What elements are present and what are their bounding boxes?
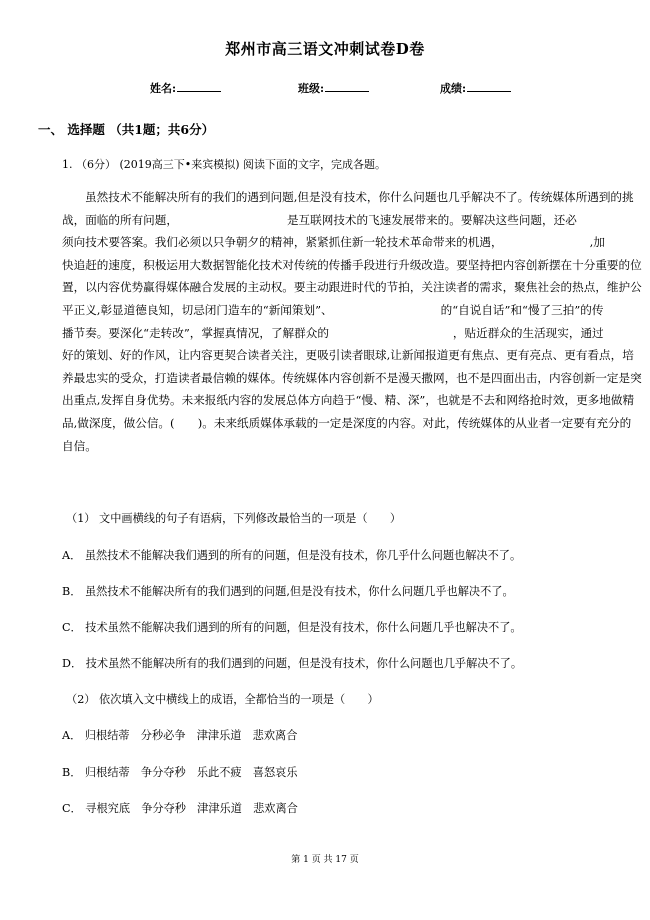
name-label: 姓名: xyxy=(150,82,177,95)
page-title: 郑州市高三语文冲刺试卷D卷 xyxy=(225,40,425,58)
class-label: 班级: xyxy=(298,82,325,95)
passage-text: 置，以内容优势赢得媒体融合发展的主动权。要主动跟进时代的节拍，关注读者的需求，聚焦社会的热点，维护公 xyxy=(62,280,642,295)
passage-line xyxy=(62,389,635,412)
name-blank xyxy=(177,81,221,92)
sub-question-2-stem: （2） 依次填入文中横线上的成语，全都恰当的一项是（ ） xyxy=(66,693,379,706)
class-field xyxy=(298,80,369,96)
passage-line xyxy=(62,254,642,277)
passage-line xyxy=(62,186,634,209)
passage-text: 平正义,彰显道德良知，切忌闭门造车的“新闻策划”、 xyxy=(62,302,333,317)
passage-text: 快追赶的速度，积极运用大数据智能化技术对传统的传播手段进行升级改造。要坚持把内容创新摆在十分重要的位 xyxy=(62,257,642,272)
score-field xyxy=(440,80,511,96)
score-blank xyxy=(467,81,511,92)
option-1c[interactable]: C． 技术虽然不能解决我们遇到的所有的问题，但是没有技术，你什么问题几乎也解决不了。 xyxy=(62,621,522,634)
passage xyxy=(62,186,642,457)
passage-text: 须向技术要答案。我们必须以只争朝夕的精神，紧紧抓住新一轮技术革命带来的机遇， xyxy=(62,235,503,250)
option-2a[interactable]: A． 归根结蒂 分秒必争 津津乐道 悲欢离合 xyxy=(62,729,298,742)
passage-line xyxy=(62,435,610,458)
option-1a[interactable]: A． 虽然技术不能解决我们遇到的所有的问题，但是没有技术，你几乎什么问题也解决不了。 xyxy=(62,549,522,562)
fill-blank xyxy=(503,231,590,254)
fill-blank xyxy=(178,209,287,232)
passage-text: 播节奏。要深化“走转改”，掌握真情况，了解群众的 xyxy=(62,325,329,340)
page-footer: 第 1 页 共 17 页 xyxy=(291,855,359,865)
passage-line xyxy=(62,231,610,254)
passage-text: 虽然技术不能解决所有的我们的遇到问题,但是没有技术，你什么问题也几乎解决不了。传统媒体所遇到的挑 xyxy=(85,190,634,204)
passage-text: 出重点,发挥自身优势。未来报纸内容的发展总体方向趋于“慢、精、深”，也就是不去和网络抢时效，更多地做精 xyxy=(62,393,635,408)
option-2b[interactable]: B． 归根结蒂 争分夺秒 乐此不疲 喜怒哀乐 xyxy=(62,766,298,779)
passage-text: 养最忠实的受众，打造读者最信赖的媒体。传统媒体内容创新不是漫天撒网，也不是四面出击，内容创新一定是突 xyxy=(62,370,642,385)
passage-line xyxy=(62,209,610,232)
passage-line xyxy=(62,322,610,345)
passage-text: 的“自说自话”和“慢了三拍”的传 xyxy=(440,302,604,317)
passage-line xyxy=(62,344,634,367)
option-1d[interactable]: D． 技术虽然不能解决所有的我们遇到的问题，但是没有技术，你什么问题也几乎解决不了。 xyxy=(62,657,523,670)
passage-line xyxy=(62,276,642,299)
class-blank xyxy=(325,81,369,92)
fill-blank xyxy=(329,322,453,345)
passage-text: 自信。 xyxy=(62,438,97,453)
passage-text: 品,做深度，做公信。( )。未来纸质媒体承载的一定是深度的内容。对此，传统媒体的从业者一定要有充分的 xyxy=(62,415,632,430)
fill-blank xyxy=(333,299,441,322)
sub-question-1-stem: （1） 文中画横线的句子有语病，下列修改最恰当的一项是（ ） xyxy=(66,512,402,525)
score-label: 成绩: xyxy=(440,82,467,95)
passage-text: ,加 xyxy=(589,235,605,250)
passage-line xyxy=(62,367,642,390)
option-2c[interactable]: C． 寻根究底 争分夺秒 津津乐道 悲欢离合 xyxy=(62,802,298,815)
passage-line xyxy=(62,412,632,435)
passage-line xyxy=(62,299,610,322)
question-head: 1. （6分） (2019高三下•来宾模拟) 阅读下面的文字，完成各题。 xyxy=(62,158,387,171)
name-field xyxy=(150,80,221,96)
section-title: 一、 选择题 （共1题；共6分） xyxy=(38,122,215,137)
passage-text: 好的策划、好的作风，让内容更契合读者关注，更吸引读者眼球,让新闻报道更有焦点、更有亮点、更有看点，培 xyxy=(62,348,634,363)
option-1b[interactable]: B． 虽然技术不能解决所有的我们遇到的问题,但是没有技术，你什么问题几乎也解决不了。 xyxy=(62,585,514,598)
passage-text: 战，面临的所有问题， xyxy=(62,212,178,227)
passage-text: 是互联网技术的飞速发展带来的。要解决这些问题，还必 xyxy=(286,212,577,227)
passage-text: ，贴近群众的生活现实，通过 xyxy=(452,325,604,340)
